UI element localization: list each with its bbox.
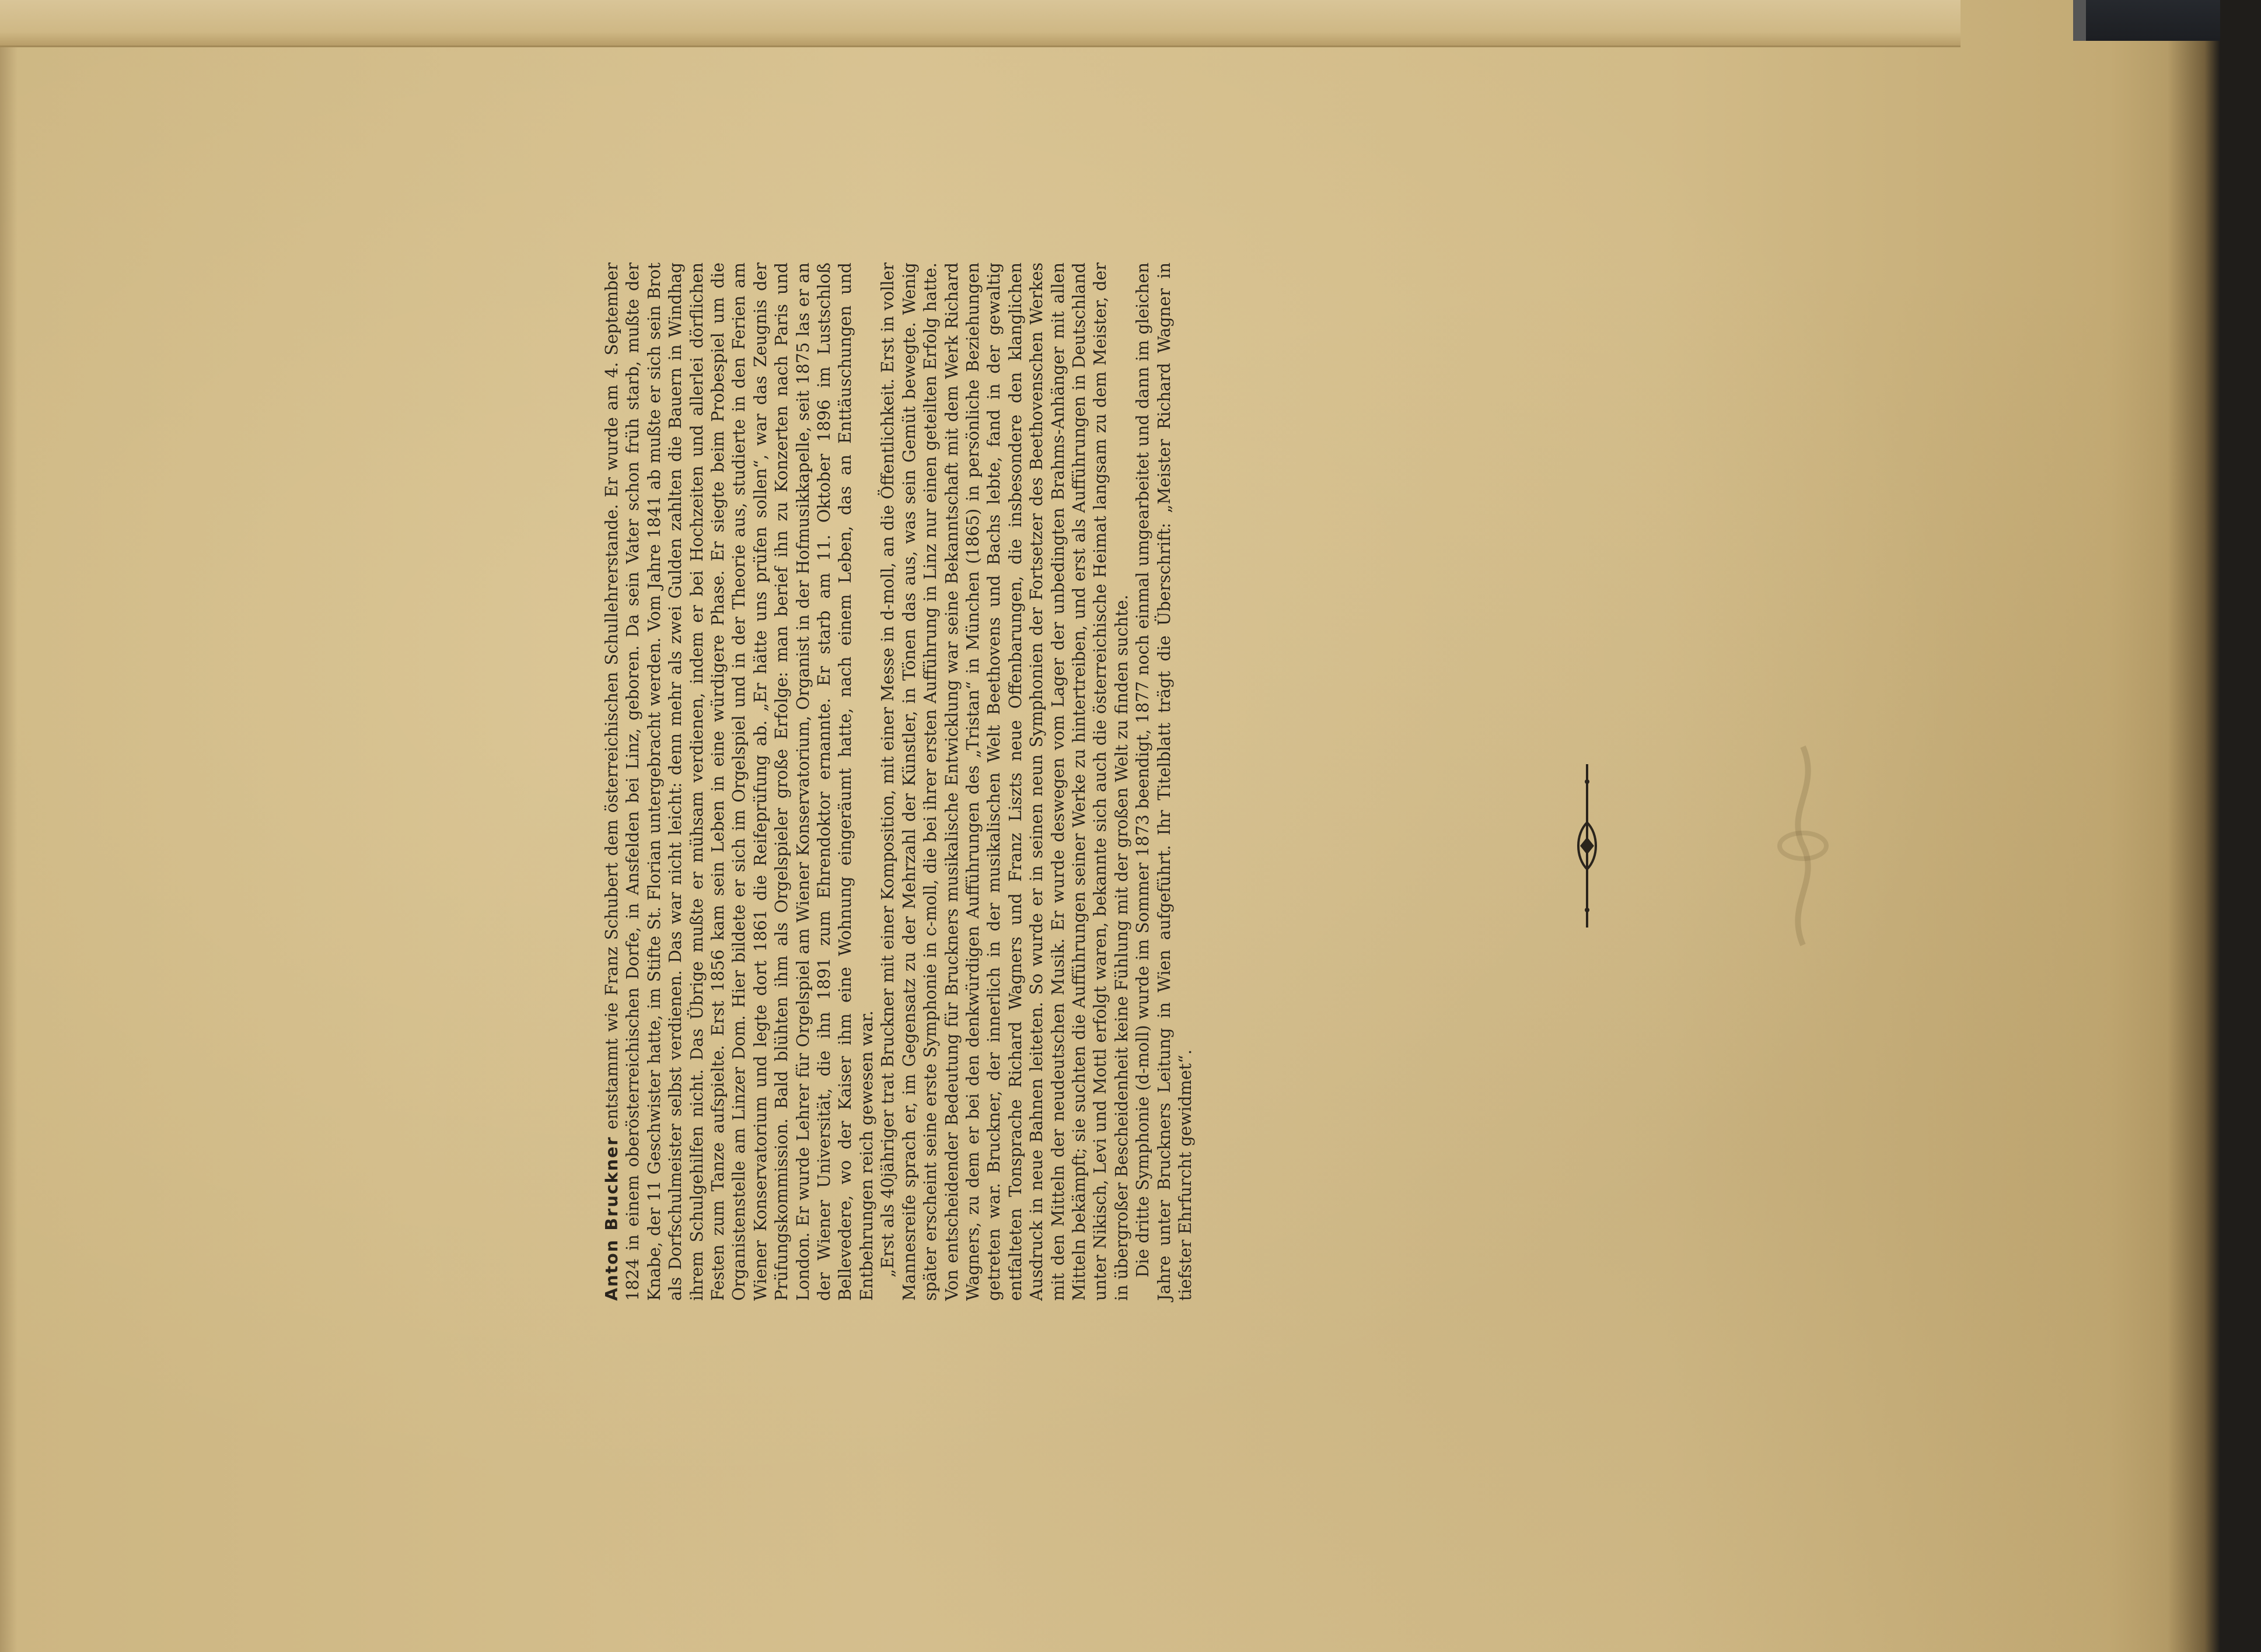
paragraph-1-body: entstammt wie Franz Schubert dem österreichischen Schullehrerstande. Er wurde am 4. September 1824 in einem oberösterreichischen Dorfe, in Ansfelden bei Linz, geboren. Da sein Vater schon früh starb, mußte der Knabe, der 11 Geschwister hatte, im Stifte St. Florian untergebracht werden. Vom Jahre 1841 ab mußte er sich sein Brot als Dorfschulmeister selbst verdienen. Das war nicht leicht: denn mehr als zwei Gulden zahlten die Bauern in Windhag ihrem Schulgehilfen nicht. Das Übrige mußte er mühsam verdienen, indem er bei Hochzeiten und allerlei dörflichen Festen zum Tanze aufspielte. Erst 1856 kam sein Leben in eine würdigere Phase. Er siegte beim Probespiel um die Organistenstelle am Linzer Dom. Hier bildete er sich im Orgelspiel und in der Theorie aus, studierte in den Ferien am Wiener Konservatorium und legte dort 1861 die Reifeprüfung ab. „Er hätte uns prüfen sollen“, war das Zeugnis der Prüfungskommission. Bald blühten ihm als Orgelspieler große Erfolge: man berief ihn zu Konzerten nach Paris und London. Er wurde Lehrer für Orgelspiel am Wiener Konservatorium, Organist in der Hofmusikkapelle, seit 1875 las er an der Wiener Universität, die ihn 1891 zum Ehrendoktor ernannte. Er starb am 11. Oktober 1896 im Lustschloß Bellevedere, wo der Kaiser ihm eine Wohnung eingeräumt hatte, nach einem Leben, das an Enttäuschungen und Entbehrungen reich gewesen war.	[602, 262, 876, 1301]
left-page-edge	[0, 46, 18, 1652]
lead-name: Anton Bruckner	[602, 1136, 621, 1301]
paragraph-2: „Erst als 40jähriger trat Bruckner mit einer Komposition, mit einer Messe in d-moll, an die Öffentlichkeit. Erst in voller Mannesreife sprach er, im Gegensatz zu der Mehrzahl der Künstler, in Tönen das aus, was sein Gemüt bewegte. Wenig später erscheint seine erste Symphonie in c-moll, die bei ihrer ersten Aufführung in Linz nur einen geteilten Erfolg hatte. Von entscheidender Bedeutung für Bruckners musikalische Entwicklung war seine Bekanntschaft mit dem Werk Richard Wagners, zu dem er bei den denkwürdigen Aufführungen des „Tristan“ in München (1865) in persönliche Beziehungen getreten war. Bruckner, der innerlich in der musikalischen Welt Beethovens und Bachs lebte, fand in der gewaltig entfalteten Tonsprache Richard Wagners und Franz Liszts neue Offenbarungen, die insbesondere den klanglichen Ausdruck in neue Bahnen leiteten. So wurde er in seinen neun Symphonien der Fortsetzer des Beethovenschen Werkes mit den Mitteln der neudeutschen Musik. Er wurde deswegen vom Lager der unbedingten Brahms-Anhänger mit allen Mitteln bekämpft; sie suchten die Aufführungen seiner Werke zu hintertreiben, und erst als Aufführungen in Deutschland unter Nikisch, Levi und Mottl erfolgt waren, bekannte sich auch die österreichische Heimat langsam zu dem Meister, der in übergroßer Bescheidenheit keine Fühlung mit der großen Welt zu finden suchte.	[878, 262, 1131, 1301]
top-torn-paper-band	[0, 0, 1961, 47]
embossed-ornament	[1762, 741, 1844, 951]
binding-strip	[2073, 0, 2086, 41]
paragraph-3: Die dritte Symphonie (d-moll) wurde im Sommer 1873 beendigt, 1877 noch einmal umgearbeitet und dann im gleichen Jahre unter Bruckners Leitung in Wien aufgeführt. Ihr Titelblatt trägt die Überschrift: „Meister Richard Wagner in tiefster Ehrfurcht gewidmet“.	[1133, 262, 1195, 1301]
right-page-edge-shadow	[2168, 41, 2220, 1652]
binding-corner	[2086, 0, 2220, 41]
article-text	[601, 262, 1430, 1301]
ornament-divider-icon	[1570, 764, 1605, 928]
paragraph-1	[601, 262, 877, 1301]
